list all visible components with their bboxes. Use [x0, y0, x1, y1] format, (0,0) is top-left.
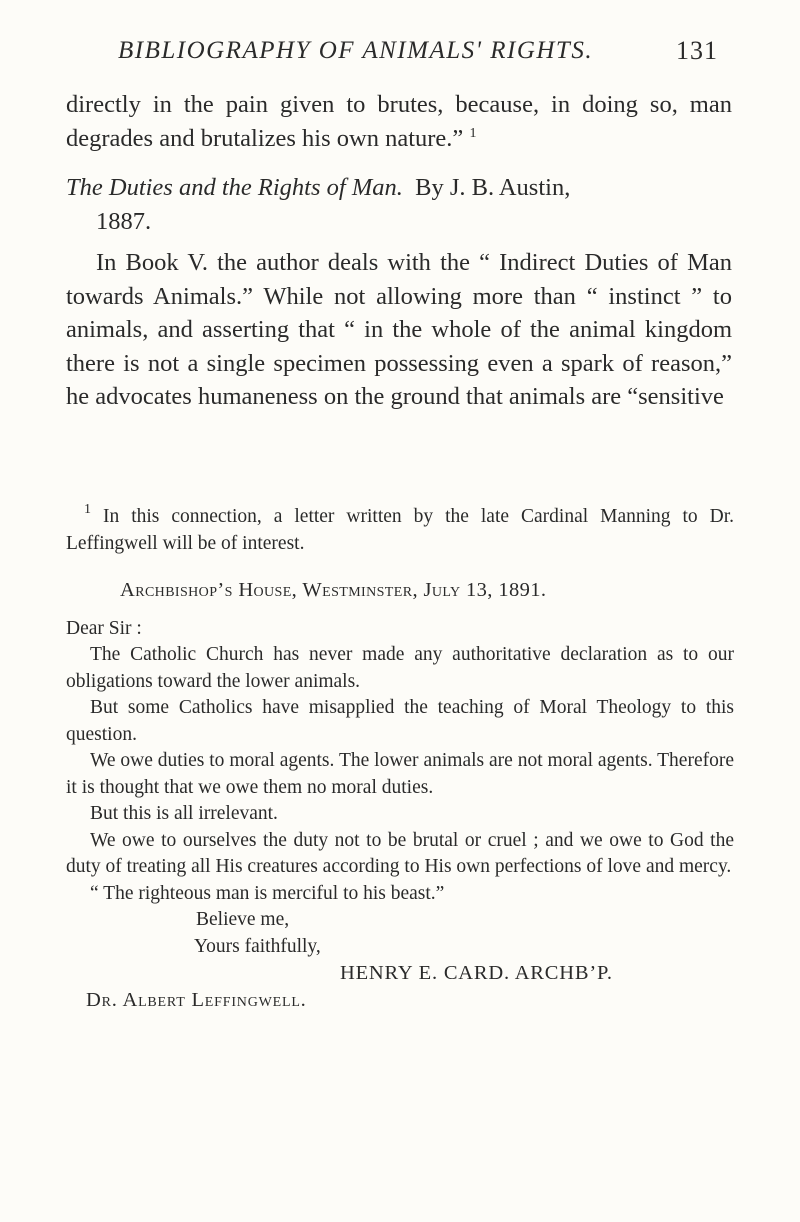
- letter-paragraph: But some Catholics have misapplied the teaching of Moral Theology to this question.: [66, 697, 734, 745]
- letter-salutation: Dear Sir :: [66, 617, 142, 639]
- letter-quotation: “ The righteous man is merciful to his beast.”: [90, 882, 445, 904]
- work-year: 1887.: [96, 207, 152, 235]
- footnote-reference: 1: [469, 125, 477, 141]
- continuation-text: directly in the pain given to brutes, because, in doing so, man degrades and brutalizes his own nature.”: [66, 91, 732, 152]
- letter-recipient: Dr. Albert Leffingwell.: [86, 988, 307, 1011]
- page-number: 131: [676, 36, 718, 65]
- entry-description: In Book V. the author deals with the “ Indirect Duties of Man towards Animals.” While not allowing more than “ instinct ” to animals, and asserting that “ in the whole of the animal kingdom there is not a single specimen possessing even a spark of reason,” he advocates humaneness on the ground that animals are “sensitive: [66, 249, 732, 410]
- letter-dateline: Archbishop’s House, Westminster, July 13, 1891.: [120, 579, 547, 601]
- letter-valediction: Yours faithfully,: [194, 935, 321, 957]
- letter-paragraph: But this is all irrelevant.: [90, 803, 278, 824]
- letter-paragraph: The Catholic Church has never made any authoritative declaration as to our obligations toward the lower animals.: [66, 644, 734, 692]
- running-head: [118, 36, 718, 76]
- main-text: [66, 88, 732, 414]
- footnote-intro-text: In this connection, a letter written by the late Cardinal Manning to Dr. Leffingwell will be of interest.: [66, 506, 735, 554]
- footnote-marker: 1: [84, 502, 91, 517]
- running-head-title: BIBLIOGRAPHY OF ANIMALS' RIGHTS.: [118, 37, 594, 64]
- continuation-paragraph: [66, 88, 732, 155]
- bibliography-entry: [66, 171, 732, 238]
- letter-paragraph: We owe duties to moral agents. The lower animals are not moral agents. Therefore it is thought that we owe them no moral duties.: [66, 750, 734, 798]
- footnote-intro: [66, 504, 734, 557]
- work-author: By J. B. Austin,: [415, 174, 571, 201]
- letter-closing: Believe me,: [196, 909, 290, 930]
- letter-paragraph: We owe to ourselves the duty not to be brutal or cruel ; and we owe to God the duty of treating all His creatures according to His own perfections of love and mercy.: [66, 829, 734, 877]
- letter-signature: HENRY E. CARD. ARCHB’P.: [340, 962, 613, 984]
- work-title: The Duties and the Rights of Man.: [66, 174, 403, 201]
- footnote: [66, 504, 734, 1013]
